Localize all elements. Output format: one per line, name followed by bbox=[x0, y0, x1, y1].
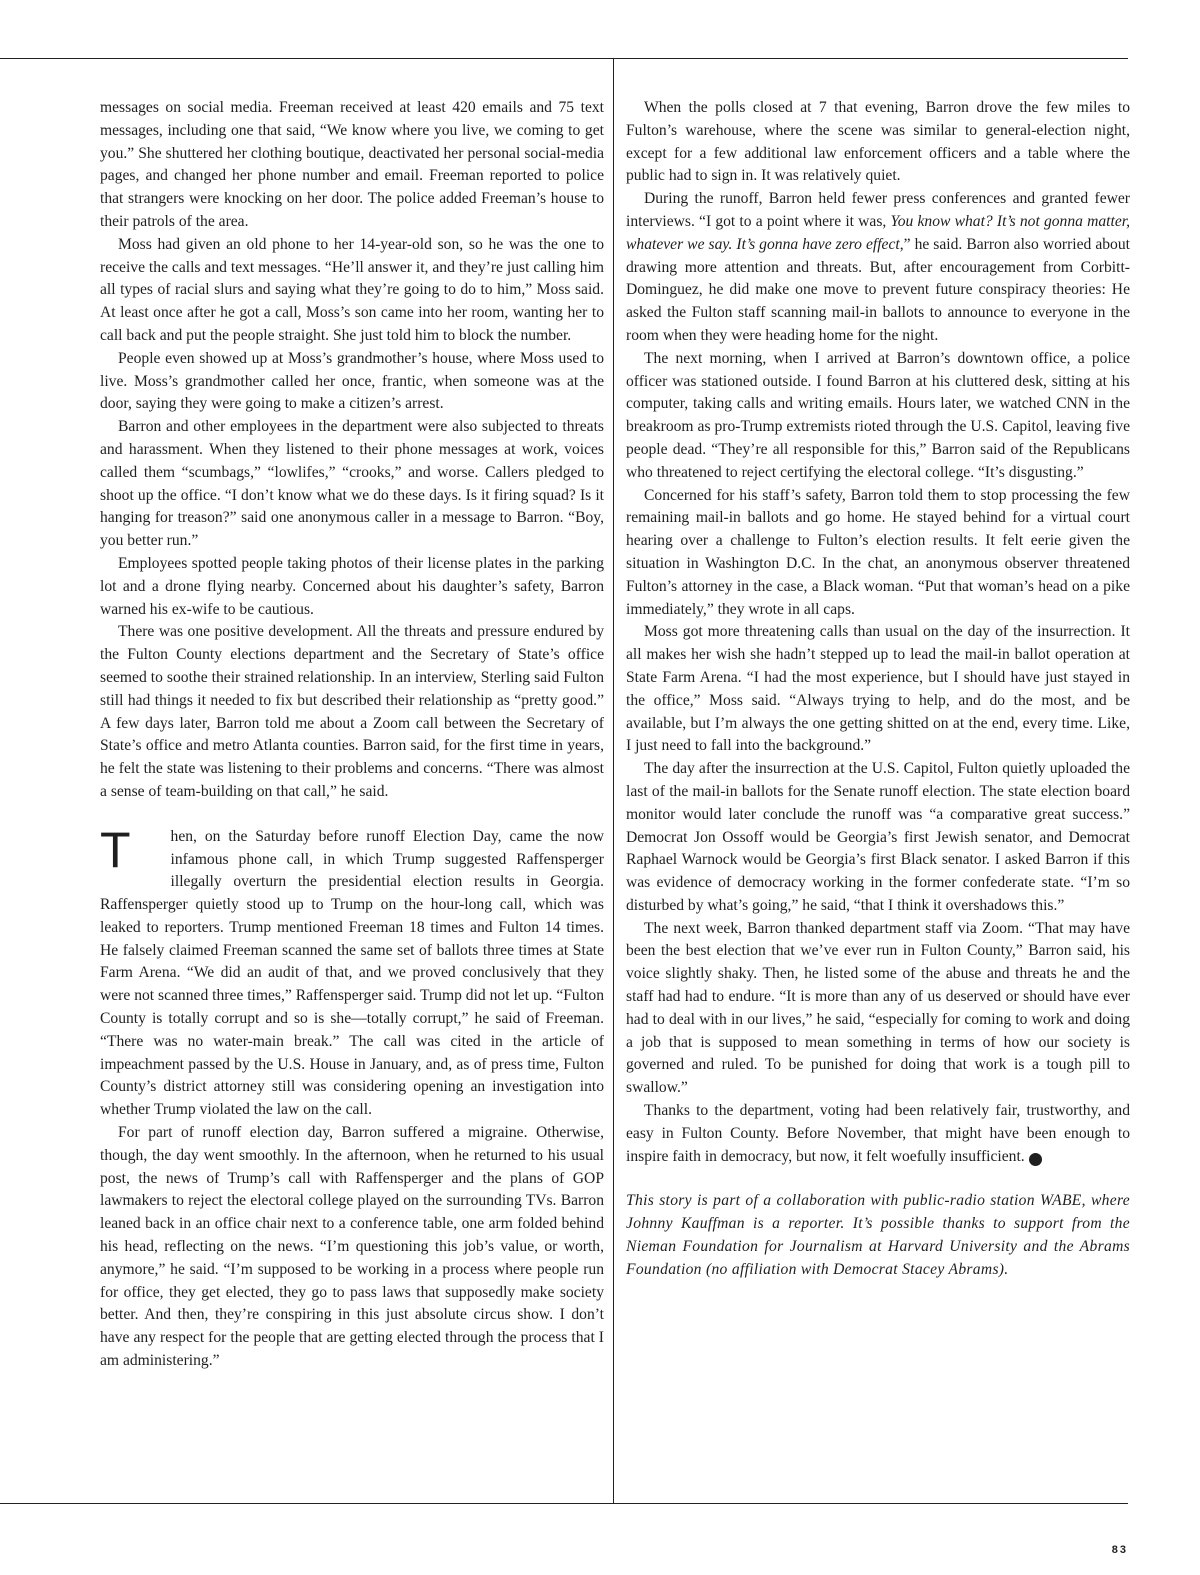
paragraph: People even showed up at Moss’s grandmother’s house, where Moss used to live. Moss’s grandmother called her once, frantic, when someone was at the door, saying they were going to make a citizen’s arrest. bbox=[100, 349, 604, 413]
paragraph: When the polls closed at 7 that evening, Barron drove the few miles to Fulton’s warehouse, where the scene was similar to general-election night, except for a few additional law enforcement officers and a table where the public had to sign in. It was relatively quiet. bbox=[626, 99, 1130, 185]
paragraph-text: ,” he said. Barron also worried about drawing more attention and threats. But, after encouragement from Corbitt-Dominguez, he did make one move to prevent future conspiracy theories: He asked the Fulton staff scanning mail-in ballots to announce to everyone in the room when they were heading home for the night. bbox=[626, 235, 1130, 344]
left-column bbox=[100, 97, 604, 1373]
page-number: 83 bbox=[1111, 1544, 1128, 1556]
column-divider bbox=[613, 58, 614, 1504]
italic-quote: You know what? It’s not gonna matter, whatever we say. It’s gonna have zero effect bbox=[626, 212, 1130, 253]
paragraph: There was one positive development. All the threats and pressure endured by the Fulton County elections department and the Secretary of State’s office seemed to soothe their strained relationship. In an interview, Sterling said Fulton still had things it needed to fix but described their relationship as “pretty good.” A few days later, Barron told me about a Zoom call between the Secretary of State’s office and metro Atlanta counties. Barron said, for the first time in years, he felt the state was listening to their problems and concerns. “There was almost a sense of team-building on that call,” he said. bbox=[100, 623, 604, 800]
dropcap-paragraph-text: hen, on the Saturday before runoff Election Day, came the now infamous phone call, in which Trump suggested Raffensperger illegally overturn the presidential election results in Georgia. Raffensperger quietly stood up to Trump on the hour-long call, which was leaked to reporters. Trump mentioned Freeman 18 times and Fulton 14 times. He falsely claimed Freeman scanned the same set of ballots three times at State Farm Arena. “We did an audit of that, and we proved conclusively that they were not scanned three times,” Raffensperger said. Trump did not let up. “Fulton County is totally corrupt and so is she—totally corrupt,” he said of Freeman. “There was no water-main break.” The call was cited in the article of impeachment passed by the U.S. House in January, and, as of press time, Fulton County’s district attorney still was considering opening an investigation into whether Trump violated the law on the call. bbox=[100, 827, 604, 1119]
paragraph: Employees spotted people taking photos of their license plates in the parking lot and a drone flying nearby. Concerned about his daughter’s safety, Barron warned his ex-wife to be cautious. bbox=[100, 554, 604, 618]
paragraph bbox=[626, 188, 1130, 348]
bottom-rule bbox=[0, 1503, 1128, 1504]
paragraph: messages on social media. Freeman received at least 420 emails and 75 text messages, including one that said, “We know where you live, we coming to get you.” She shuttered her clothing boutique, deactivated her personal social-media pages, and changed her phone number and email. Freeman reported to police that strangers were knocking on her door. The police added Freeman’s house to their patrols of the area. bbox=[100, 99, 604, 230]
paragraph: Concerned for his staff’s safety, Barron told them to stop processing the few remaining mail-in ballots and go home. He stayed behind for a virtual court hearing over a challenge to Fulton’s election results. It felt eerie given the situation in Washington D.C. In the chat, an anonymous observer threatened Fulton’s attorney in the case, a Black woman. “Put that woman’s head on a pike immediately,” they wrote in all caps. bbox=[626, 486, 1130, 618]
paragraph-dropcap bbox=[100, 821, 604, 1122]
paragraph: The next week, Barron thanked department staff via Zoom. “That may have been the best election that we’ve ever run in Fulton County,” Barron said, his voice slightly shaky. Then, he listed some of the abuse and threats he and the staff had had to endure. “It is more than any of us deserved or should have ever had to deal with in our lives,” he said, “especially for coming to work and doing a job that is supposed to mean something in terms of how our society is governed and ruled. To be punished for doing that work is a tough pill to swallow.” bbox=[626, 919, 1130, 1097]
story-credit: This story is part of a collaboration with public-radio station WABE, where Johnny Kauffman is a reporter. It’s possible thanks to support from the Nieman Foundation for Journalism at Harvard University and the Abrams Foundation (no affiliation with Democrat Stacey Abrams). bbox=[626, 1192, 1130, 1278]
paragraph: The next morning, when I arrived at Barron’s downtown office, a police officer was stationed outside. I found Barron at his cluttered desk, sitting at his computer, taking calls and writing emails. Hours later, we watched CNN in the breakroom as pro-Trump extremists rioted through the U.S. Capitol, leaving five people dead. “They’re all responsible for this,” Barron said of the Republicans who threatened to reject certifying the electoral college. “It’s disgusting.” bbox=[626, 349, 1130, 481]
top-rule bbox=[0, 58, 1128, 59]
paragraph-text: During the runoff, Barron held fewer press conferences and granted fewer interviews. “I got to a point where it was, bbox=[626, 190, 1130, 230]
paragraph: The day after the insurrection at the U.S. Capitol, Fulton quietly uploaded the last of the mail-in ballots for the Senate runoff election. The state election board monitor would later conclude the runoff was “a comparative great success.” Democrat Jon Ossoff would be Georgia’s first Jewish senator, and Democrat Raphael Warnock would be Georgia’s first Black senator. I asked Barron if this was evidence of democracy working in the former confederate state. “I’m so disturbed by what’s going,” he said, “that I think it overshadows this.” bbox=[626, 760, 1130, 914]
end-of-story-icon: ✦ bbox=[1029, 1153, 1042, 1166]
paragraph bbox=[626, 1100, 1130, 1168]
paragraph: Moss got more threatening calls than usual on the day of the insurrection. It all makes her wish she hadn’t stepped up to lead the mail-in ballot operation at State Farm Arena. “I had the most experience, but I should have just stayed in the office,” Moss said. “Always trying to help, and do the most, and be available, but I’m always the one getting shitted on at the end, every time. Like, I just need to fall into the background.” bbox=[626, 623, 1130, 755]
paragraph: Barron and other employees in the department were also subjected to threats and harassment. When they listened to their phone messages at work, voices called them “scumbags,” “lowlifes,” “crooks,” and worse. Callers pledged to shoot up the office. “I don’t know what we do these days. Is it firing squad? Is it hanging for treason?” said one anonymous caller in a message to Barron. “Boy, you better run.” bbox=[100, 418, 604, 550]
paragraph-text: Thanks to the department, voting had been relatively fair, trustworthy, and easy in Fulton County. Before November, that might have been enough to inspire faith in democracy, but now, it felt woefully insufficient. bbox=[626, 1102, 1130, 1165]
paragraph: Moss had given an old phone to her 14-year-old son, so he was the one to receive the calls and text messages. “He’ll answer it, and they’re just calling him all types of racial slurs and saying what they’re going to do to him,” Moss said. At least once after he got a call, Moss’s son came into her room, wanting her to call back and put the people straight. She just told him to block the number. bbox=[100, 235, 604, 344]
drop-cap: T bbox=[100, 821, 131, 878]
right-column bbox=[626, 97, 1130, 1282]
paragraph: For part of runoff election day, Barron suffered a migraine. Otherwise, though, the day went smoothly. In the afternoon, when he returned to his usual post, the news of Trump’s call with Raffensperger and the plans of GOP lawmakers to reject the electoral college played on the surrounding TVs. Barron leaned back in an office chair next to a conference table, one arm folded behind his head, reflecting on the news. “I’m questioning this job’s value, or worth, anymore,” he said. “I’m supposed to be working in a process where people run for office, they get elected, they go to pass laws that supposedly make society better. And then, they’re conspiring in this just absolute circus show. I don’t have any respect for the people that are getting elected through the process that I am administering.” bbox=[100, 1124, 604, 1370]
